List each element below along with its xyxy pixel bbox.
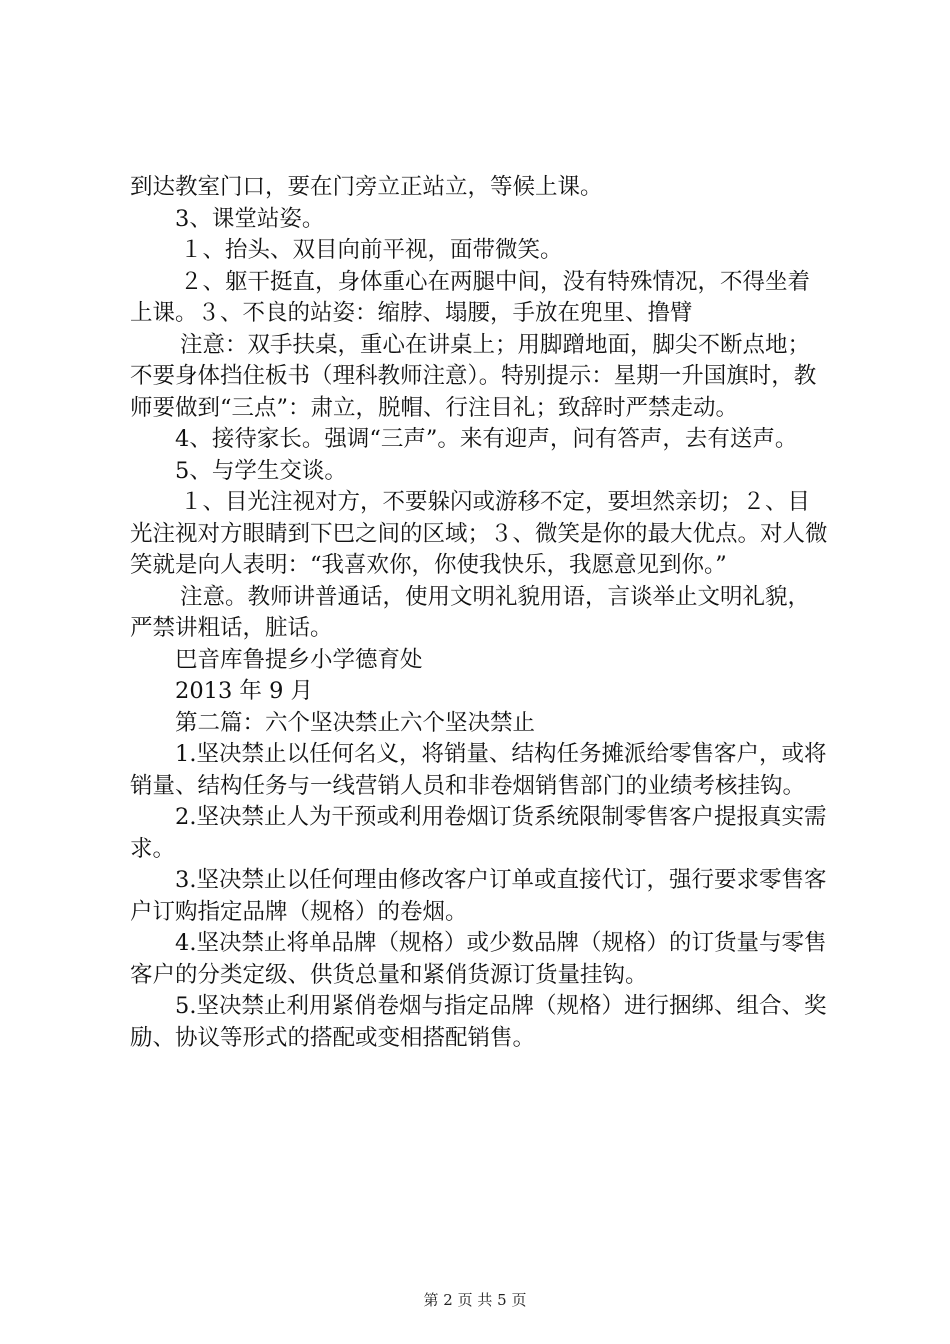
list-item: 1.坚决禁止以任何名义，将销量、结构任务摊派给零售客户，或将销量、结构任务与一线营销人员和非卷烟销售部门的业绩考核挂钩。 xyxy=(130,741,827,799)
paragraph-item: １、抬头、双目向前平视，面带微笑。 xyxy=(180,237,563,263)
paragraph-continuation: 到达教室门口，要在门旁立正站立，等候上课。 xyxy=(130,174,603,200)
paragraph-item: １、目光注视对方，不要躲闪或游移不定，要坦然亲切；２、目光注视对方眼睛到下巴之间的区域；３、微笑是你的最大优点。对人微笑就是向人表明：“我喜欢你，你使我快乐，我愿意见到你。” xyxy=(130,489,828,578)
paragraph-item: ２、躯干挺直，身体重心在两腿中间，没有特殊情况，不得坐着上课。３、不良的站姿：缩脖、塌腰，手放在兜里、撸臂 xyxy=(130,268,811,326)
paragraph-signature-org: 巴音库鲁提乡小学德育处 xyxy=(175,646,423,673)
paragraph-note: 注意。教师讲普通话，使用文明礼貌用语，言谈举止文明礼貌，严禁讲粗话，脏话。 xyxy=(130,583,811,641)
list-item: 4.坚决禁止将单品牌（规格）或少数品牌（规格）的订货量与零售客户的分类定级、供货总量和紧俏货源订货量挂钩。 xyxy=(130,930,827,988)
list-item: 3.坚决禁止以任何理由修改客户订单或直接代订，强行要求零售客户订购指定品牌（规格）的卷烟。 xyxy=(130,867,827,925)
section-title: 第二篇：六个坚决禁止六个坚决禁止 xyxy=(175,709,536,736)
paragraph-heading-classroom-posture: 3、课堂站姿。 xyxy=(175,205,325,232)
document-body xyxy=(130,172,830,1054)
paragraph-signature-date: 2013 年 9 月 xyxy=(175,678,314,704)
list-item: 5.坚决禁止利用紧俏卷烟与指定品牌（规格）进行捆绑、组合、奖励、协议等形式的搭配或变相搭配销售。 xyxy=(130,993,827,1051)
paragraph-heading-parents: 4、接待家长。强调“三声”。来有迎声，问有答声，去有送声。 xyxy=(175,426,798,452)
paragraph-note: 注意：双手扶桌，重心在讲桌上；用脚蹭地面，脚尖不断点地；不要身体挡住板书（理科教师注意）。特别提示：星期一升国旗时，教师要做到“三点”：肃立，脱帽、行注目礼；致辞时严禁走动。 xyxy=(130,331,817,421)
list-item: 2.坚决禁止人为干预或利用卷烟订货系统限制零售客户提报真实需求。 xyxy=(130,804,827,862)
page-number-footer: 第 2 页 共 5 页 xyxy=(423,1291,527,1309)
paragraph-heading-students: 5、与学生交谈。 xyxy=(175,457,347,484)
